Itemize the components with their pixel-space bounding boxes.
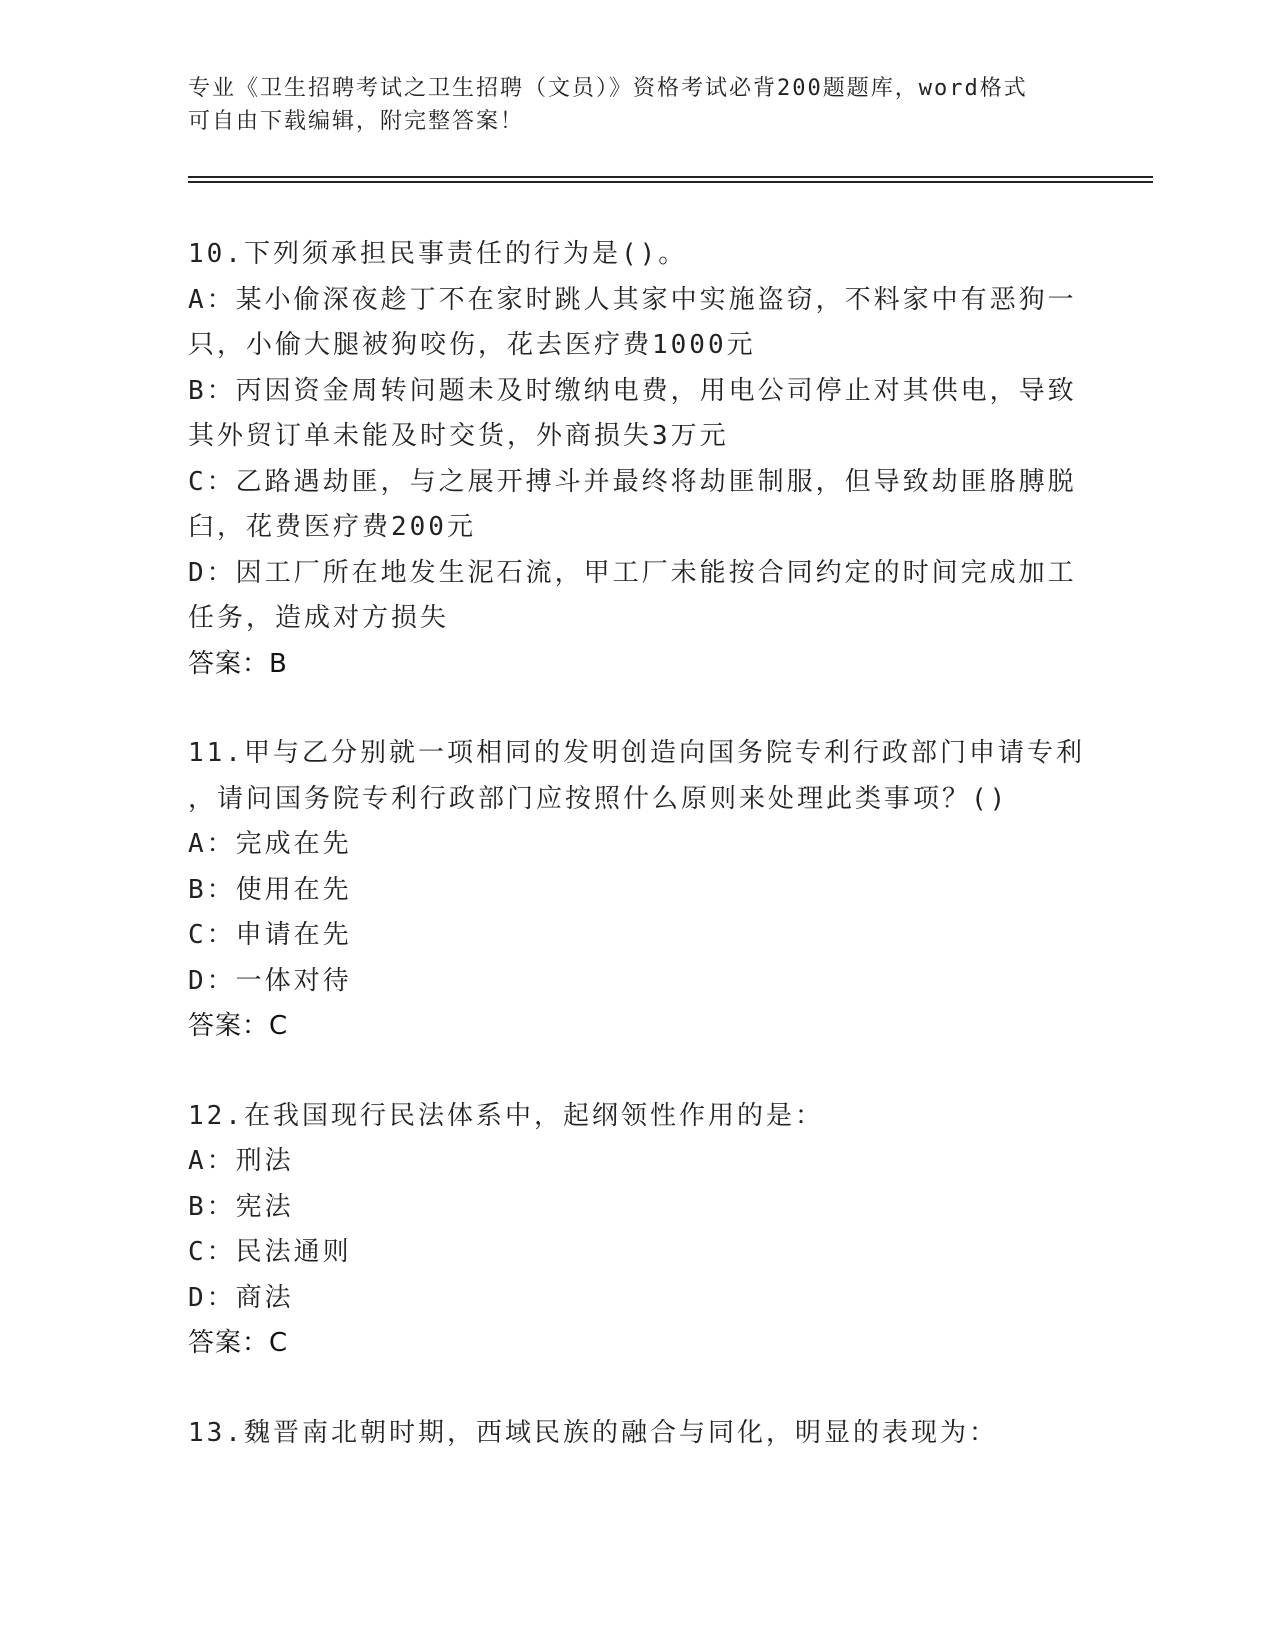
- question-list: [188, 232, 1088, 1500]
- option-d: D：因工厂所在地发生泥石流，甲工厂未能按合同约定的时间完成加工: [188, 557, 1077, 588]
- question-stem: 11.甲与乙分别就一项相同的发明创造向国务院专利行政部门申请专利: [188, 738, 1085, 768]
- option-c: C：民法通则: [188, 1237, 352, 1267]
- option-a: A：某小偷深夜趁丁不在家时跳人其家中实施盗窃，不料家中有恶狗一: [188, 284, 1077, 315]
- option-d: D：一体对待: [188, 965, 352, 996]
- question-stem: 13.魏晋南北朝时期，西域民族的融合与同化，明显的表现为：: [188, 1417, 998, 1448]
- question-13: [188, 1411, 1088, 1457]
- document-header: [188, 72, 1068, 138]
- option-a: A：刑法: [188, 1146, 294, 1176]
- option-c-continued: 臼，花费医疗费200元: [188, 512, 476, 542]
- answer-label: 答案：C: [188, 1328, 289, 1358]
- option-d-continued: 任务，造成对方损失: [188, 603, 450, 633]
- option-b-continued: 其外贸订单未能及时交货，外商损失3万元: [188, 421, 729, 451]
- answer-label: 答案：B: [188, 648, 288, 679]
- option-a: A：完成在先: [188, 829, 352, 859]
- option-b: B：宪法: [188, 1191, 294, 1222]
- option-b: B：使用在先: [188, 874, 352, 905]
- header-line: 专业《卫生招聘考试之卫生招聘（文员）》资格考试必背200题题库，word格式: [188, 76, 1028, 101]
- option-d: D：商法: [188, 1282, 294, 1313]
- option-c: C：乙路遇劫匪，与之展开搏斗并最终将劫匪制服，但导致劫匪胳膊脱: [188, 466, 1077, 497]
- option-a-continued: 只，小偷大腿被狗咬伤，花去医疗费1000元: [188, 330, 756, 360]
- answer-label: 答案：C: [188, 1011, 289, 1041]
- option-b: B：丙因资金周转问题未及时缴纳电费，用电公司停止对其供电，导致: [188, 375, 1077, 406]
- question-stem: 12.在我国现行民法体系中，起纲领性作用的是：: [188, 1100, 824, 1131]
- question-stem-continued: ，请问国务院专利行政部门应按照什么原则来处理此类事项？(): [188, 783, 1009, 814]
- option-c: C：申请在先: [188, 920, 352, 950]
- question-12: [188, 1094, 1088, 1367]
- question-stem: 10.下列须承担民事责任的行为是()。: [188, 239, 688, 269]
- header-line: 可自由下载编辑，附完整答案！: [188, 109, 525, 134]
- header-divider-top: [188, 176, 1153, 178]
- header-divider-bottom: [188, 181, 1153, 183]
- question-10: [188, 232, 1088, 687]
- question-11: [188, 731, 1088, 1050]
